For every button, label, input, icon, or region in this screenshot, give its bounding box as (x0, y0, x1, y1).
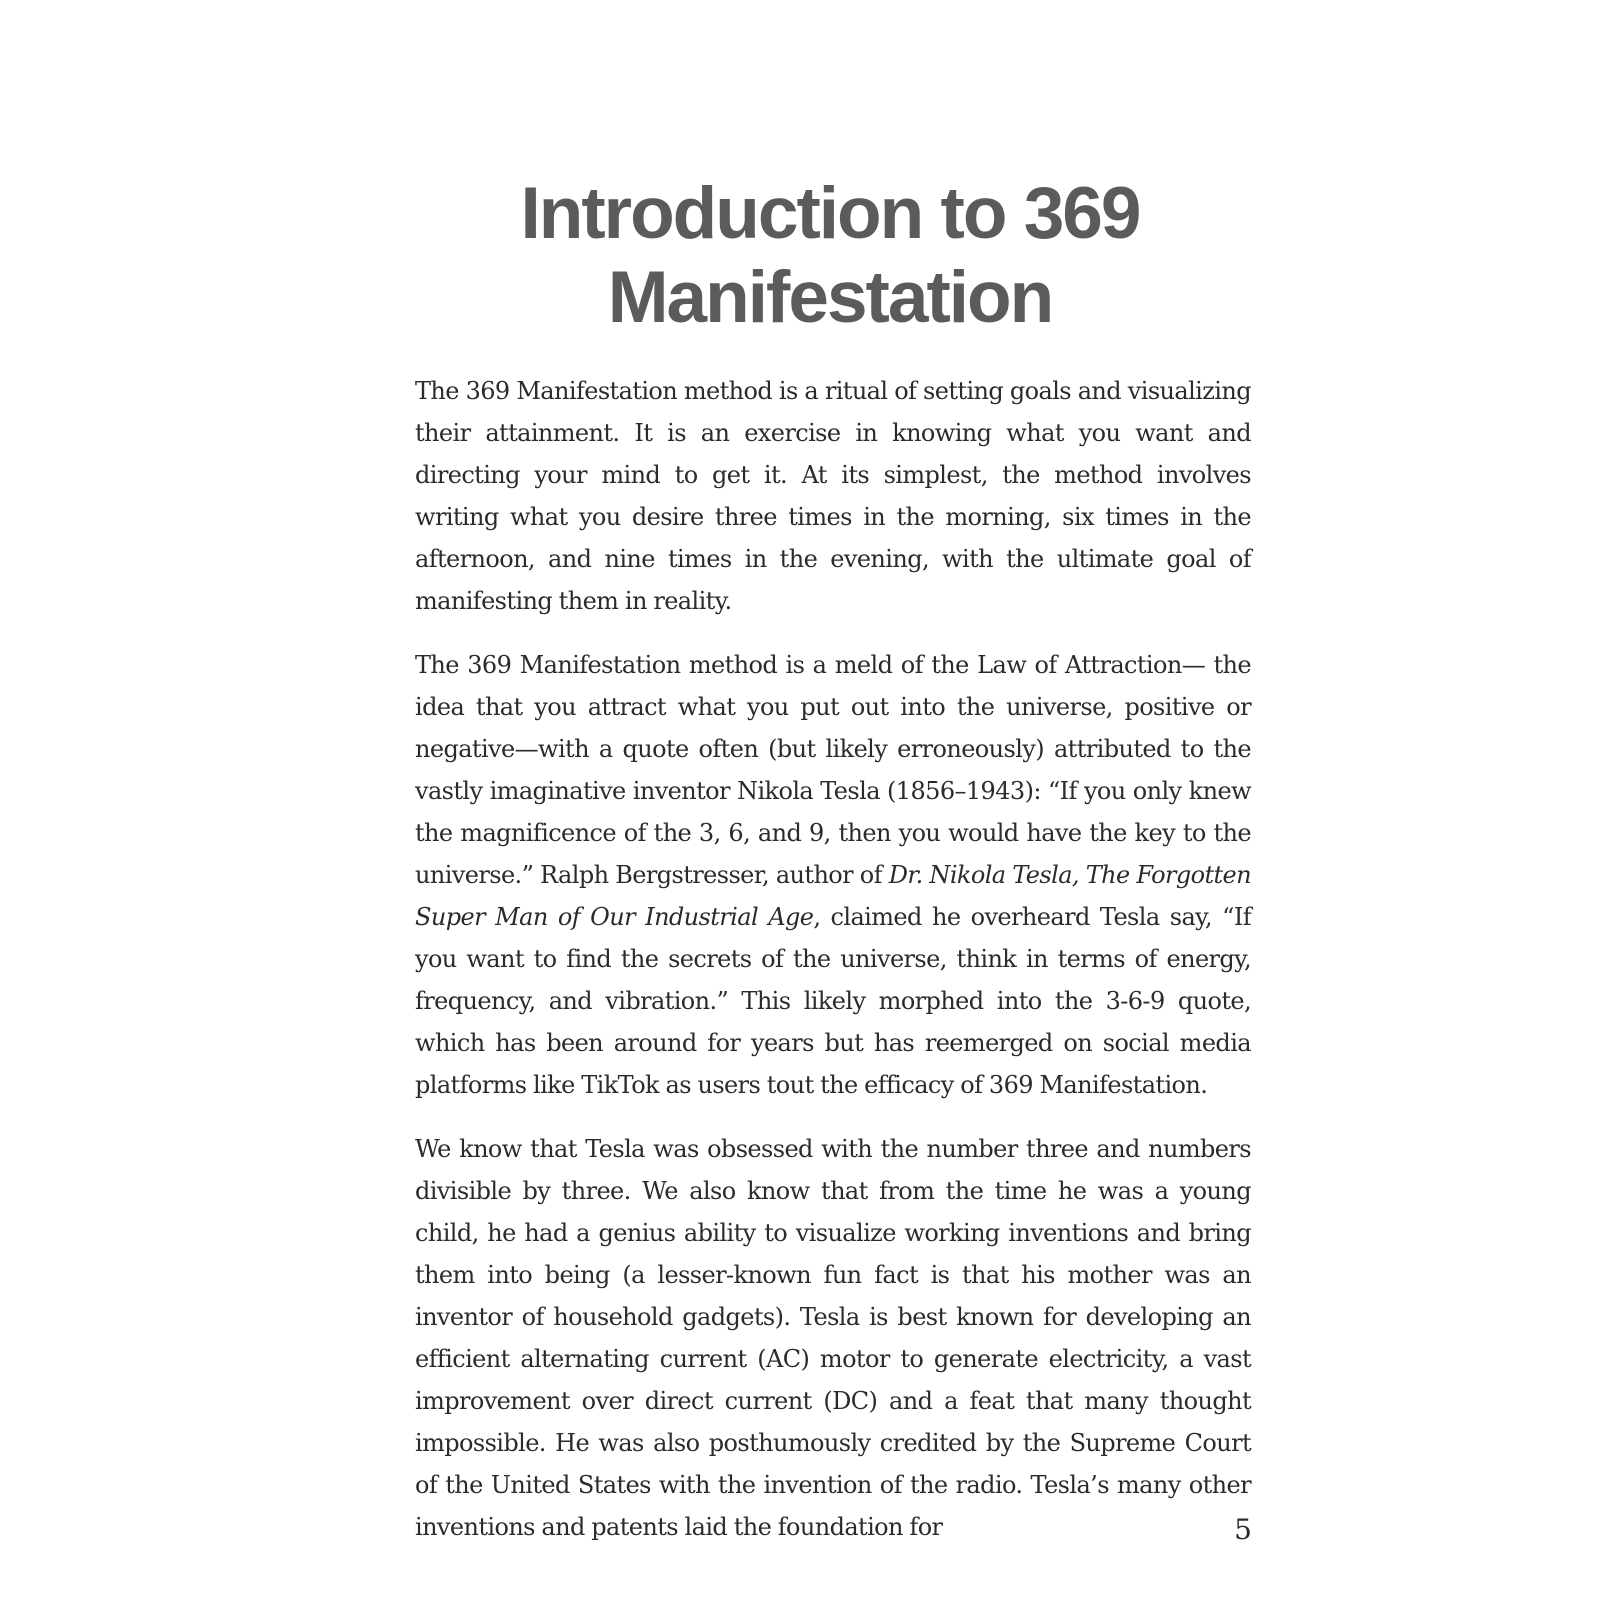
chapter-title-line-2: Manifestation (607, 257, 1053, 338)
book-title: Dr. Nikola Tesla, The Forgotten Super Man of Our Industrial Age (415, 861, 1251, 931)
paragraph-2 (415, 644, 1251, 1106)
page-number: 5 (1234, 1513, 1252, 1546)
chapter-title (380, 172, 1280, 340)
body-text (415, 370, 1251, 1570)
paragraph-2-part-1: The 369 Manifestation method is a meld of the Law of Attraction— the idea that you attract what you put out into the universe, positive or negative—with a quote often (but likely erroneously) attributed to the vastly imaginative inventor Nikola Tesla (1856–1943): “If you only knew the magnificence of the 3, 6, and 9, then you would have the key to the universe.” Ralph Bergstresser, author of (415, 651, 1251, 889)
chapter-title-line-1: Introduction to 369 (520, 173, 1140, 254)
paragraph-2-part-2: , claimed he overheard Tesla say, “If you want to find the secrets of the universe, think in terms of energy, frequency, and vibration.” This likely morphed into the 3-6-9 quote, which has been around for years but has reemerged on social media platforms like TikTok as users tout the efficacy of 369 Manifestation. (415, 903, 1251, 1099)
paragraph-3: We know that Tesla was obsessed with the number three and numbers divisible by three. We also know that from the time he was a young child, he had a genius ability to visualize working inventions and bring them into being (a lesser-known fun fact is that his mother was an inventor of household gadgets). Tesla is best known for developing an efficient alternating current (AC) motor to generate electricity, a vast improvement over direct current (DC) and a feat that many thought impossible. He was also posthumously credited by the Supreme Court of the United States with the invention of the radio. Tesla’s many other inventions and patents laid the foundation for (415, 1135, 1251, 1541)
paragraph-1: The 369 Manifestation method is a ritual of setting goals and visualizing their attainment. It is an exercise in knowing what you want and directing your mind to get it. At its simplest, the method involves writing what you desire three times in the morning, six times in the afternoon, and nine times in the evening, with the ultimate goal of manifesting them in reality. (415, 377, 1251, 615)
